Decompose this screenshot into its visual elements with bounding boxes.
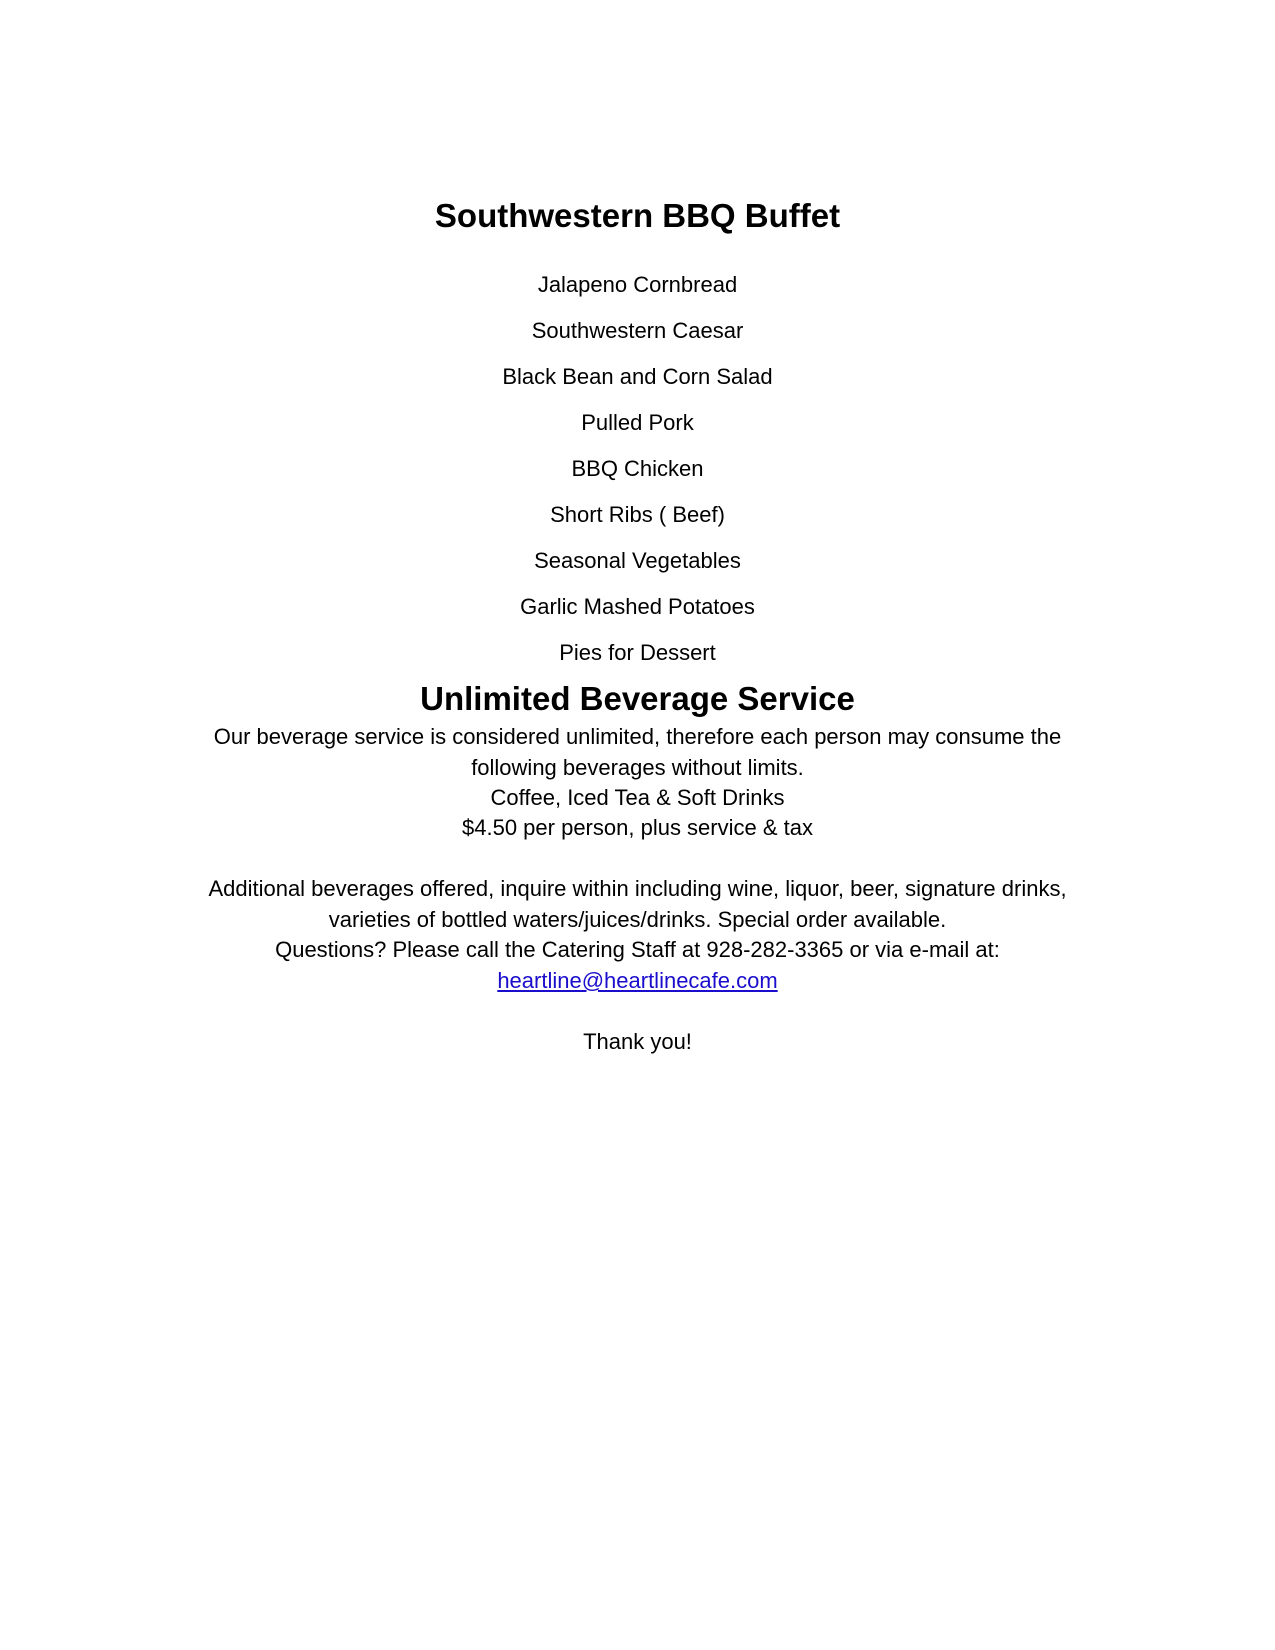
contact-email (0, 966, 1275, 997)
menu-title: Southwestern BBQ Buffet (434, 197, 841, 234)
beverage-price: $4.50 per person, plus service & tax (462, 815, 813, 840)
menu-item: Southwestern Caesar (531, 318, 744, 343)
closing-text: Thank you! (583, 1029, 692, 1054)
beverage-description (0, 722, 1275, 783)
beverage-description-line: Our beverage service is considered unlimited, therefore each person may consume the (213, 724, 1062, 749)
menu-item: Garlic Mashed Potatoes (520, 594, 755, 619)
additional-beverages (0, 874, 1275, 935)
beverage-items: Coffee, Iced Tea & Soft Drinks (490, 785, 785, 810)
menu-item: Pulled Pork (581, 410, 694, 435)
menu-item: Seasonal Vegetables (534, 548, 741, 573)
additional-line: Additional beverages offered, inquire within including wine, liquor, beer, signature drinks, (208, 876, 1067, 901)
additional-line: varieties of bottled waters/juices/drinks. Special order available. (328, 906, 947, 932)
menu-item: BBQ Chicken (571, 456, 704, 481)
menu-item: Black Bean and Corn Salad (502, 364, 773, 389)
menu-item: Pies for Dessert (559, 640, 716, 665)
beverage-title: Unlimited Beverage Service (420, 680, 855, 717)
beverage-description-line: following beverages without limits. (471, 754, 804, 780)
menu-item: Jalapeno Cornbread (537, 272, 738, 297)
contact-questions: Questions? Please call the Catering Staff at 928-282-3365 or via e-mail at: (275, 937, 1000, 962)
email-link[interactable]: heartline@heartlinecafe.com (497, 968, 778, 993)
menu-item-list (0, 262, 1275, 676)
menu-item: Short Ribs ( Beef) (550, 502, 725, 527)
